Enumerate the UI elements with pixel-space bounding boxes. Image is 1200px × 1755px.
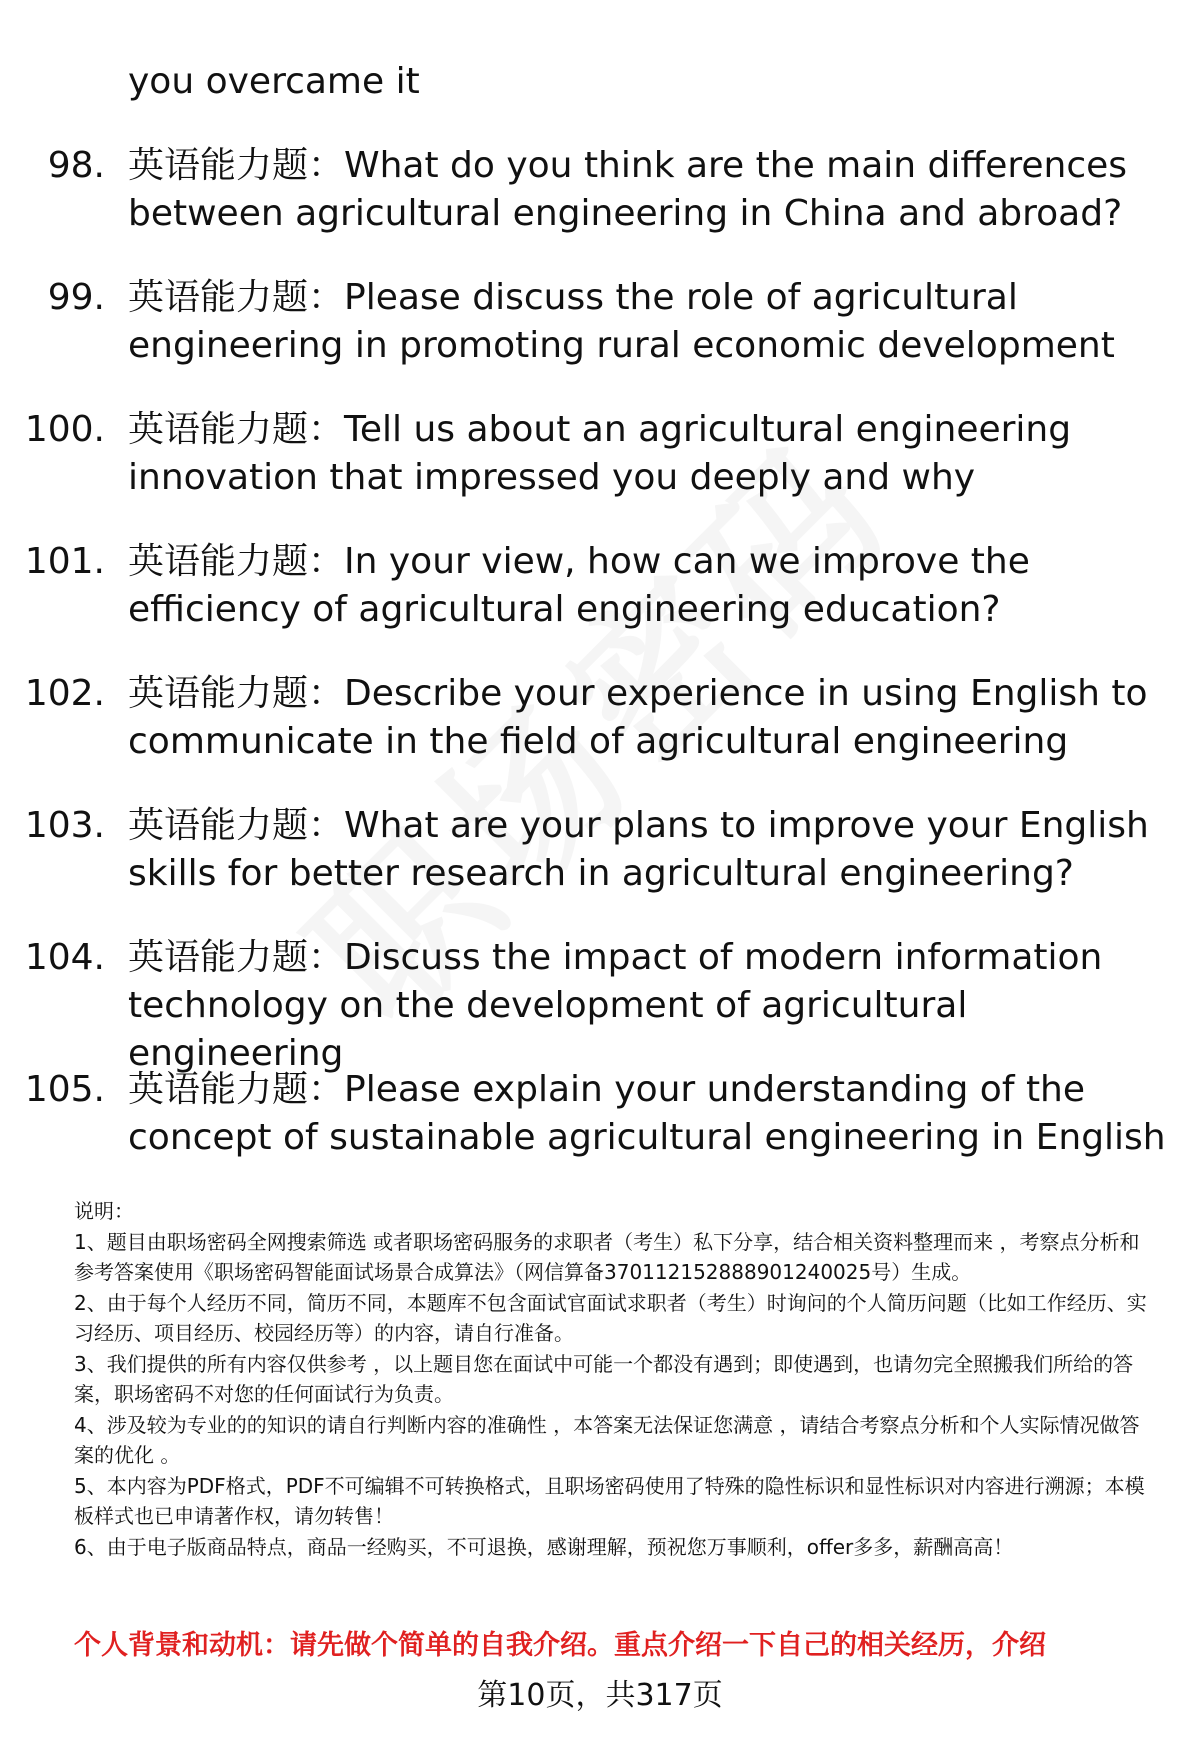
question-text: 英语能力题：Please discuss the role of agricultural engineering in promoting rural economic development — [128, 277, 1115, 366]
question-text: 英语能力题：Describe your experience in using English to communicate in the field of agricultural engineering — [128, 673, 1148, 762]
note-item: 2、由于每个人经历不同，简历不同，本题库不包含面试官面试求职者（考生）时询问的个人简历问题（比如工作经历、实习经历、项目经历、校园经历等）的内容，请自行准备。 — [74, 1290, 1147, 1345]
next-section-heading: 个人背景和动机：请先做个简单的自我介绍。重点介绍一下自己的相关经历，介绍 — [74, 1630, 1046, 1661]
question-text: 英语能力题：What are your plans to improve your English skills for better research in agricultural engineering? — [128, 805, 1149, 894]
note-item: 3、我们提供的所有内容仅供参考 ，以上题目您在面试中可能一个都没有遇到；即使遇到，也请勿完全照搬我们所给的答案，职场密码不对您的任何面试行为负责。 — [74, 1351, 1134, 1406]
question-number: 105. — [24, 1069, 105, 1110]
note-item: 6、由于电子版商品特点，商品一经购买，不可退换，感谢理解，预祝您万事顺利，offer多多，薪酬高高！ — [74, 1534, 1014, 1559]
question-number: 98. — [47, 145, 105, 186]
question-number: 99. — [47, 277, 105, 318]
list-item — [0, 406, 1200, 538]
question-text: 英语能力题：Discuss the impact of modern information technology on the development of agricultural engineering — [128, 937, 1103, 1074]
question-number: 104. — [24, 937, 105, 978]
list-item — [0, 802, 1200, 934]
question-text: 英语能力题：Please explain your understanding of the concept of sustainable agricultural engineering in English — [128, 1069, 1166, 1158]
note-item: 4、涉及较为专业的的知识的请自行判断内容的准确性 ，本答案无法保证您满意 ，请结合考察点分析和个人实际情况做答案的优化 。 — [74, 1412, 1140, 1467]
list-item — [0, 1066, 1200, 1198]
question-number: 102. — [24, 673, 105, 714]
note-item: 1、题目由职场密码全网搜索筛选 或者职场密码服务的求职者（考生）私下分享，结合相关资料整理而来 ，考察点分析和参考答案使用《职场密码智能面试场景合成算法》（网信算备370112152888901240025号）生成。 — [74, 1229, 1140, 1284]
notes-section — [74, 1196, 1154, 1562]
page-number: 第10页，共317页 — [477, 1678, 723, 1713]
question-continuation: you overcame it — [128, 61, 420, 102]
question-number: 103. — [24, 805, 105, 846]
list-item — [0, 538, 1200, 670]
question-text: 英语能力题：What do you think are the main differences between agricultural engineering in China and abroad? — [128, 145, 1128, 234]
note-item: 5、本内容为PDF格式，PDF不可编辑不可转换格式，且职场密码使用了特殊的隐性标识和显性标识对内容进行溯源；本模板样式也已申请著作权，请勿转售！ — [74, 1473, 1145, 1528]
list-item — [0, 274, 1200, 406]
question-list — [0, 142, 1200, 1198]
question-number: 101. — [24, 541, 105, 582]
notes-title: 说明： — [74, 1199, 134, 1223]
question-number: 100. — [24, 409, 105, 450]
list-item — [0, 142, 1200, 274]
list-item — [0, 670, 1200, 802]
list-item — [0, 934, 1200, 1074]
question-text: 英语能力题：In your view, how can we improve the efficiency of agricultural engineering education? — [128, 541, 1030, 630]
question-text: 英语能力题：Tell us about an agricultural engineering innovation that impressed you deeply and why — [128, 409, 1072, 498]
